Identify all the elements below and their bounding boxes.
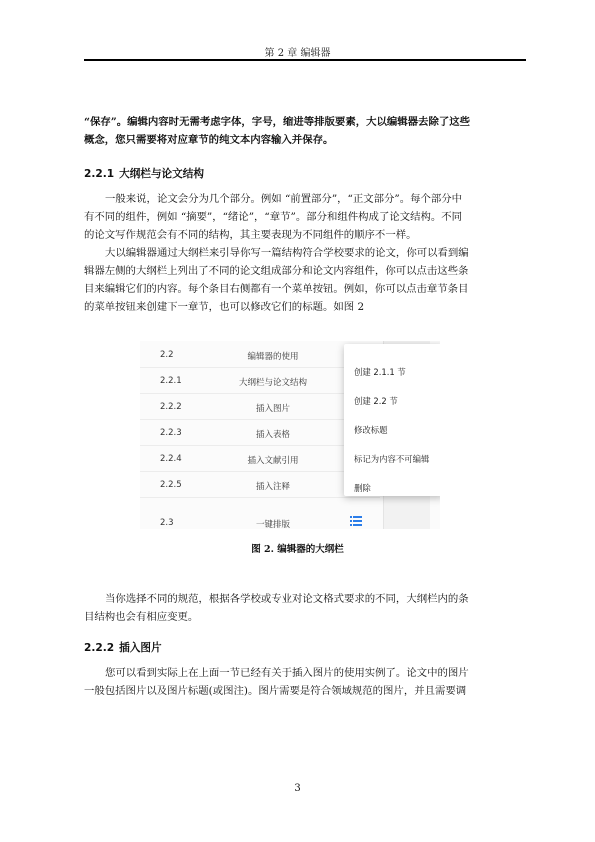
running-header: 第 2 章 编辑器 [264,48,331,59]
text-line: “保存”。编辑内容时无需考虑字体，字号，缩进等排版要素，大以编辑器去除了这些 [84,116,471,128]
paragraph-insert-image [84,664,526,700]
text-line: 的菜单按钮来创建下一章节，也可以修改它们的标题。如图 2 [84,301,365,313]
text-line: 概念，您只需要将对应章节的纯文本内容输入并保存。 [84,134,334,146]
outline-row[interactable] [140,509,380,529]
section-heading-2-2-1 [84,166,204,181]
outline-row-number: 2.2 [160,350,174,360]
page-number: 3 [294,783,301,794]
outline-row-number: 2.2.4 [160,454,182,464]
outline-row-title: 插入注释 [255,482,290,492]
text-line: 的论文写作规范会有不同的结构，其主要表现为不同组件的顺序不一样。 [84,229,417,241]
outline-row-number: 2.3 [160,518,174,528]
outline-row-title: 插入表格 [255,430,290,440]
text-line: 有不同的组件，例如 “摘要”，“绪论”，“章节”。部分和组件构成了论文结构。不同 [84,211,463,223]
section-number: 2.2.1 [84,168,115,180]
outline-row-title: 插入图片 [255,404,290,414]
menu-list-icon[interactable] [350,516,362,526]
section-title: 大纲栏与论文结构 [119,168,204,180]
figure-caption: 图 2. 编辑器的大纲栏 [251,544,344,555]
section-heading-2-2-2 [84,640,162,655]
paragraph-outline [84,244,526,316]
outline-row-title: 一键排版 [255,520,290,529]
section-number: 2.2.2 [84,642,115,654]
text-line: 一般来说，论文会分为几个部分。例如 “前置部分”，“正文部分”。每个部分中 [105,193,463,205]
menu-item-lock-content[interactable]: 标记为内容不可编辑 [354,454,430,464]
paragraph-structure [84,190,526,244]
text-line: 您可以看到实际上在上面一节已经有关于插入图片的使用实例了。论文中的图片 [105,667,469,679]
text-line: 一般包括图片以及图片标题(或图注)。图片需要是符合领域规范的图片，并且需要调 [84,685,467,697]
outline-figure [140,341,440,529]
text-line: 辑器左侧的大纲栏上列出了不同的论文组成部分和论文内容组件，你可以点击这些条 [84,265,469,277]
outline-row-title: 插入文献引用 [247,456,299,466]
outline-row-title: 编辑器的使用 [247,352,299,362]
text-line: 目结构也会有相应变更。 [84,611,199,623]
header-rule [84,59,526,61]
text-line: 大以编辑器通过大纲栏来引导你写一篇结构符合学校要求的论文，你可以看到编 [105,247,469,259]
paragraph-spec-change [84,590,526,626]
outline-row-number: 2.2.5 [160,480,182,490]
intro-paragraph [84,113,526,149]
outline-row-number: 2.2.1 [160,376,182,386]
outline-row-number: 2.2.2 [160,402,182,412]
outline-row-number: 2.2.3 [160,428,182,438]
menu-item-rename[interactable]: 修改标题 [354,425,388,435]
text-line: 当你选择不同的规范，根据各学校或专业对论文格式要求的不同，大纲栏内的条 [105,593,469,605]
context-menu [344,344,440,496]
text-line: 目来编辑它们的内容。每个条目右侧都有一个菜单按钮。例如，你可以点击章节条目 [84,283,469,295]
section-title: 插入图片 [119,642,162,654]
menu-item-create-subsection[interactable]: 创建 2.1.1 节 [354,367,406,377]
outline-row-title: 大纲栏与论文结构 [238,378,307,388]
menu-item-delete[interactable]: 删除 [354,483,371,493]
menu-item-create-section[interactable]: 创建 2.2 节 [354,396,398,406]
